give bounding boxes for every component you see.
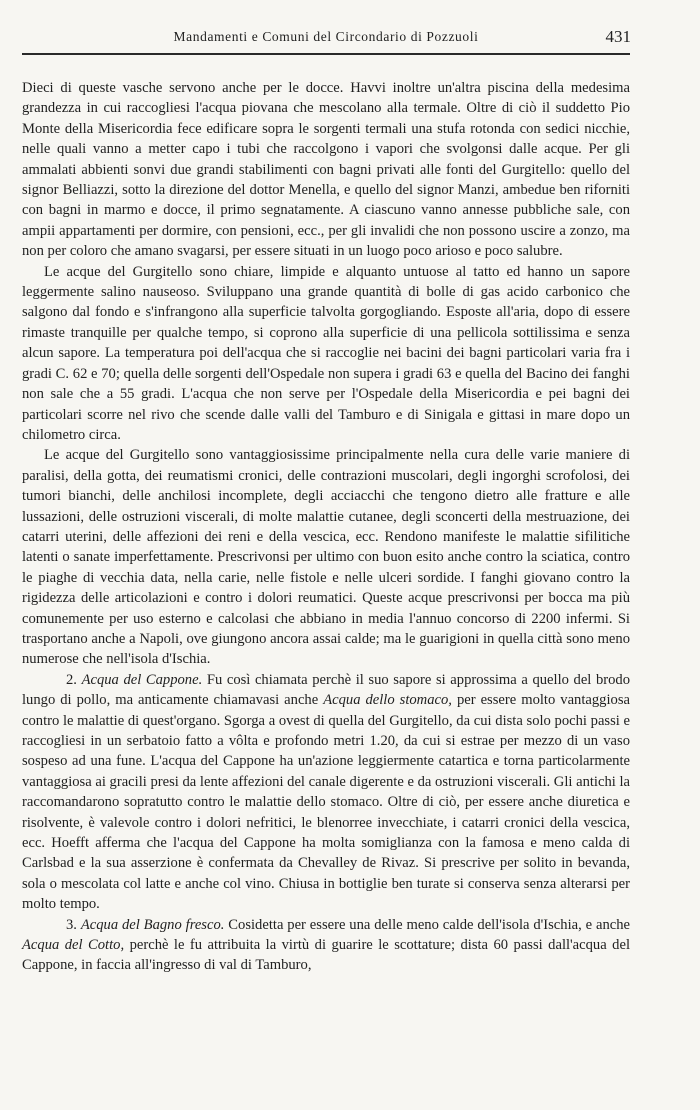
header-title: Mandamenti e Comuni del Circondario di Pozzuoli [173, 29, 479, 44]
paragraph-number: 2. [66, 671, 77, 688]
paragraph-italic: Acqua dello stomaco, [323, 692, 452, 709]
header-rule [22, 53, 630, 55]
paragraph: Le acque del Gurgitello sono chiare, limpide e alquanto untuose al tatto ed hanno un sapore leggermente salino nauseoso. Sviluppano una grande quantità di bolle di gas acido carbonico che salgono dal fondo e s'infrangono alla superficie talvolta gorgogliando. Esposte all'aria, dopo di essere rimaste tranquille per qualche tempo, si coprono alla superficie di una pellicola sottilissima e senza alcun sapore. La temperatura poi dell'acqua che si raccoglie nei bacini dei bagni particolari varia fra i gradi C. 62 e 70; quella delle sorgenti dell'Ospedale non supera i gradi 63 e quella del Bacino dei fanghi non sale che a 55 gradi. L'acqua che non serve per l'Ospedale della Misericordia e pei bagni dei particolari scorre nel rivo che scende dalle valli del Tamburo e di Sinigala e gittasi in mare dopo un chilometro circa. [22, 263, 630, 443]
paragraph: Dieci di queste vasche servono anche per le docce. Havvi inoltre un'altra piscina della medesima grandezza in cui raccogliesi l'acqua piovana che mescolano alla termale. Oltre di ciò il suddetto Pio Monte della Misericordia fece edificare sopra le sorgenti termali una stufa rotonda con sedici nicchie, nelle quali vanno a metter capo i tubi che raccolgono i vapori che svolgonsi dalle acque. Per gli ammalati abbienti sonvi due grandi stabilimenti con bagni privati alle fonti del Gurgitello: quello del signor Belliazzi, sotto la direzione del dottor Menella, e quello del signor Manzi, ambedue ben riforniti con bagni in marmo e docce, il primo segnatamente. A ciascuno vanno annesse pubbliche sale, con ampii appartamenti per dormire, con pensioni, ecc., per gli invalidi che non possono uscire a zonzo, ma non per coloro che amano svagarsi, per essere situati in un luogo poco arioso e poco salubre. [22, 80, 630, 260]
numbered-paragraph [22, 670, 630, 915]
paragraph-title: Acqua del Bagno fresco. [80, 916, 225, 933]
paragraph: Le acque del Gurgitello sono vantaggiosissime principalmente nella cura delle varie maniere di paralisi, della gotta, dei reumatismi cronici, delle contrazioni muscolari, degli ingorghi scrofolosi, dei tumori bianchi, delle anchilosi incomplete, degli acciacchi che tengono dietro alle fratture e alle lussazioni, delle ostruzioni viscerali, di molte malattie cutanee, degli sconcerti della mestruazione, dei catarri uterini, delle affezioni dei reni e della vescica, ecc. Rendono manifeste le malattie sifilitiche latenti o sanate imperfettamente. Prescrivonsi per ultimo con buon esito anche contro la sciatica, contro le piaghe di vecchia data, nella carie, nelle fistole e nelle ulceri sordide. I fanghi giovano contro la rigidezza delle articolazioni e contro i dolori reumatici. Queste acque prescrivonsi per bocca ma più comunemente per uso esterno e calcolasi che abbiano in media l'annuo concorso di 2200 infermi. Si trasportano anche a Napoli, ove giungono ancora assai calde; ma le guarigioni in quella città sono meno numerose che nell'isola d'Ischia. [22, 447, 630, 668]
paragraph-text: per essere molto vantaggiosa contro le malattie di quest'organo. Sgorga a ovest di quella del Gurgitello, da cui dista solo pochi passi e raccogliesi in un serbatoio fatto a vôlta e profondo metri 1.20, da cui si estrae per mezzo di un vaso sospeso ad una fune. L'acqua del Cappone ha un'azione leggiermente catartica e torna particolarmente vantaggiosa ai gracili presi da lente affezioni del canale digerente e da ostruzioni viscerali. Gli antichi la raccomandarono sopratutto contro le malattie dello stomaco. Oltre di ciò, per essere anche diuretica e risolvente, è valevole contro i dolori nefritici, le blenorree invecchiate, i catarri cronici della vescica, ecc. Hoefft afferma che l'acqua del Cappone ha molta somiglianza con la famosa e meno calda di Carlsbad e la sua asserzione è confermata da Chevalley de Rivaz. Si prescrive per solito in bevanda, sola o mescolata col latte e anche col vino. Chiusa in bottiglie ben turate si conserva senza alterarsi per molto tempo. [22, 692, 630, 913]
paragraph-italic: Acqua del Cotto, [22, 937, 125, 954]
paragraph-title: Acqua del Cappone. [81, 671, 203, 688]
numbered-paragraph [22, 915, 630, 976]
paragraph-text: perchè le fu attribuita la virtù di guarire le scottature; dista 60 passi dall'acqua del Cappone, in faccia all'ingresso di val di Tamburo, [22, 937, 630, 974]
running-header [22, 27, 630, 49]
paragraph-text: Fu così chiamata perchè il suo sapore si approssima a quello del brodo lungo di pollo, ma anticamente chiamavasi anche [22, 671, 630, 709]
paragraph-number: 3. [66, 916, 77, 933]
page-number: 431 [605, 27, 631, 46]
paragraph-text: Cosidetta per essere una delle meno calde dell'isola d'Ischia, e anche [228, 916, 630, 933]
body-text [22, 78, 630, 976]
